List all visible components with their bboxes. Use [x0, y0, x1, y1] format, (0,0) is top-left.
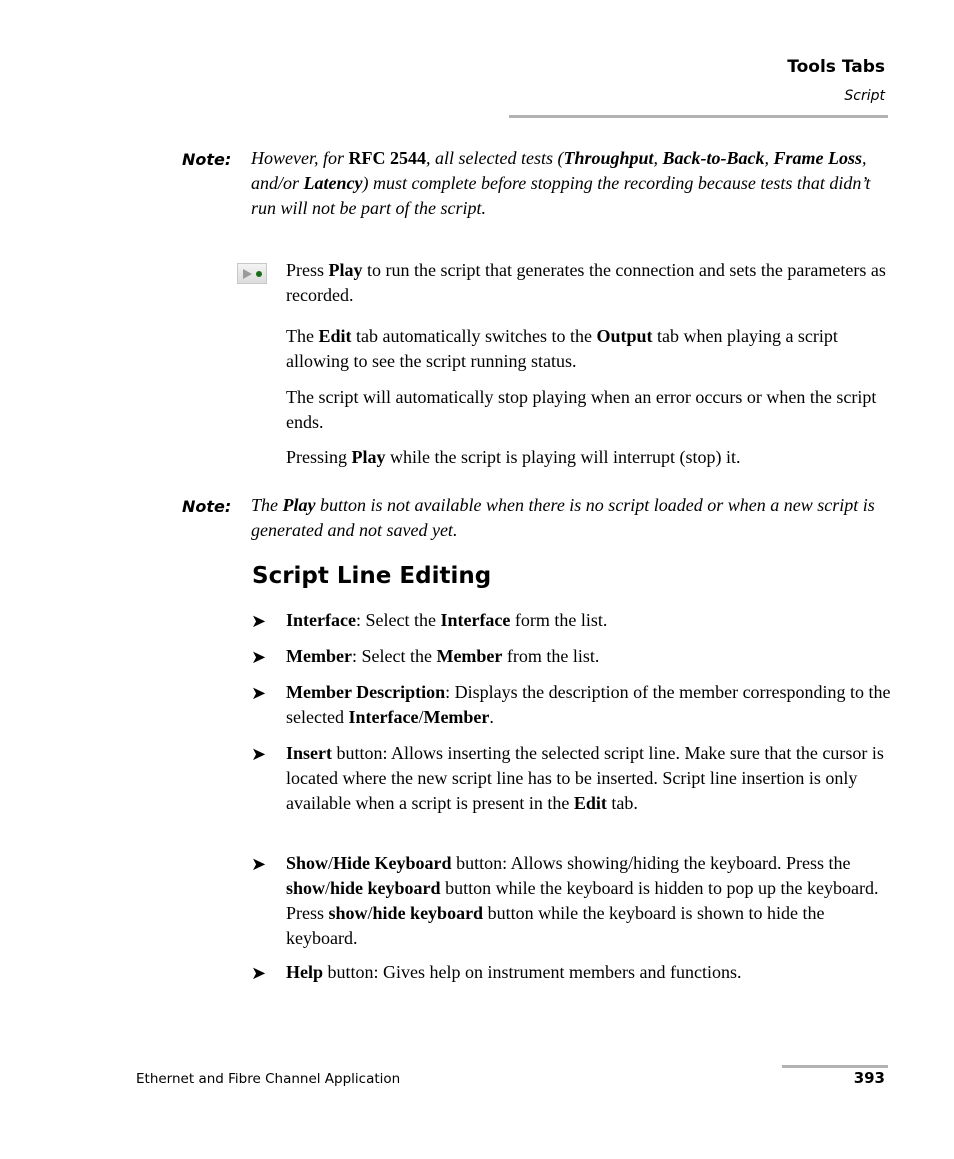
text-run: button: Allows showing/hiding the keyboard. Press the	[451, 853, 851, 873]
section-heading: Script Line Editing	[252, 563, 492, 589]
note-text	[251, 493, 891, 543]
text-run: : Select the	[351, 646, 437, 666]
bullet-insert	[286, 741, 891, 816]
text-run: Member	[423, 707, 490, 727]
bullet-marker: ➤	[251, 744, 267, 764]
text-run: Pressing	[286, 447, 352, 467]
text-run: Show	[286, 853, 329, 873]
text-run: ) must complete before stopping the recording because tests that didn’t run will not be part of the script.	[251, 173, 871, 218]
text-run: Interface	[286, 610, 356, 630]
running-header-title: Tools Tabs	[787, 57, 885, 77]
header-divider	[509, 115, 888, 118]
text-run: : Displays the description of the member corresponding to the selected	[286, 682, 891, 727]
text-run: Interface	[348, 707, 419, 727]
text-run: Edit	[573, 793, 607, 813]
bullet-marker: ➤	[251, 683, 267, 703]
text-run: ,	[653, 148, 663, 168]
bullet-marker: ➤	[251, 854, 267, 874]
text-run: Interface	[440, 610, 511, 630]
note-text	[251, 146, 891, 221]
text-run: Member Description	[286, 682, 446, 702]
text-run: Insert	[286, 743, 332, 763]
bullet-marker: ➤	[251, 611, 267, 631]
bullet-interface	[286, 608, 891, 633]
text-run: button: Gives help on instrument members and functions.	[323, 962, 742, 982]
text-run: form the list.	[510, 610, 608, 630]
play-paragraph-3	[286, 385, 891, 435]
text-run: hide keyboard	[330, 878, 441, 898]
text-run: hide keyboard	[372, 903, 484, 923]
text-run: , all selected tests (	[426, 148, 564, 168]
bullet-help	[286, 960, 891, 985]
play-paragraph-2	[286, 324, 891, 374]
text-run: , and/or	[251, 148, 867, 193]
running-header-subtitle: Script	[844, 88, 885, 104]
text-run: Back-to-Back	[662, 148, 765, 168]
text-run: The	[286, 326, 319, 346]
bullet-show-hide-keyboard	[286, 851, 891, 951]
note-label: Note:	[182, 150, 232, 169]
text-run: while the script is playing will interrupt (stop) it.	[385, 447, 741, 467]
bullet-marker: ➤	[251, 963, 267, 983]
text-run: Edit	[318, 326, 352, 346]
text-run: Press	[286, 260, 329, 280]
text-run: show	[286, 878, 326, 898]
text-run: : Select the	[355, 610, 441, 630]
bullet-marker: ➤	[251, 647, 267, 667]
text-run: /	[418, 707, 424, 727]
bullet-member	[286, 644, 891, 669]
footer-divider	[782, 1065, 888, 1068]
text-run: Play	[328, 260, 363, 280]
text-run: The	[251, 495, 283, 515]
text-run: Output	[596, 326, 653, 346]
text-run: button while the keyboard is shown to hide the keyboard.	[286, 903, 825, 948]
text-run: Member	[286, 646, 352, 666]
play-icon	[237, 263, 267, 284]
text-run: Play	[282, 495, 316, 515]
text-run: However, for	[251, 148, 349, 168]
footer-document-title: Ethernet and Fibre Channel Application	[136, 1071, 401, 1087]
note-label: Note:	[182, 497, 232, 516]
text-run: Member	[436, 646, 503, 666]
play-paragraph-4	[286, 445, 891, 470]
play-paragraph-1	[286, 258, 891, 308]
text-run: Hide Keyboard	[333, 853, 452, 873]
text-run: tab.	[606, 793, 638, 813]
text-run: tab automatically switches to the	[351, 326, 597, 346]
text-run: Frame Loss	[773, 148, 863, 168]
text-run: The script will automatically stop playing when an error occurs or when the script ends.	[286, 387, 877, 432]
text-run: button: Allows inserting the selected script line. Make sure that the cursor is located where the new script line has to be inserted. Script line insertion is only available when a script is present in the	[286, 743, 884, 813]
bullet-member-description	[286, 680, 891, 730]
text-run: from the list.	[502, 646, 600, 666]
text-run: Play	[351, 447, 386, 467]
text-run: .	[489, 707, 494, 727]
page-number: 393	[853, 1069, 885, 1087]
text-run: ,	[764, 148, 774, 168]
text-run: show	[328, 903, 368, 923]
text-run: Help	[286, 962, 324, 982]
text-run: button while the keyboard is hidden to pop up the keyboard. Press	[286, 878, 879, 923]
text-run: Latency	[303, 173, 363, 193]
text-run: to run the script that generates the connection and sets the parameters as recorded.	[286, 260, 886, 305]
text-run: /	[367, 903, 373, 923]
text-run: RFC 2544	[348, 148, 426, 168]
text-run: /	[325, 878, 331, 898]
text-run: Throughput	[563, 148, 654, 168]
text-run: /	[328, 853, 334, 873]
text-run: button is not available when there is no script loaded or when a new script is generated and not saved yet.	[251, 495, 875, 540]
text-run: tab when playing a script allowing to see the script running status.	[286, 326, 838, 371]
